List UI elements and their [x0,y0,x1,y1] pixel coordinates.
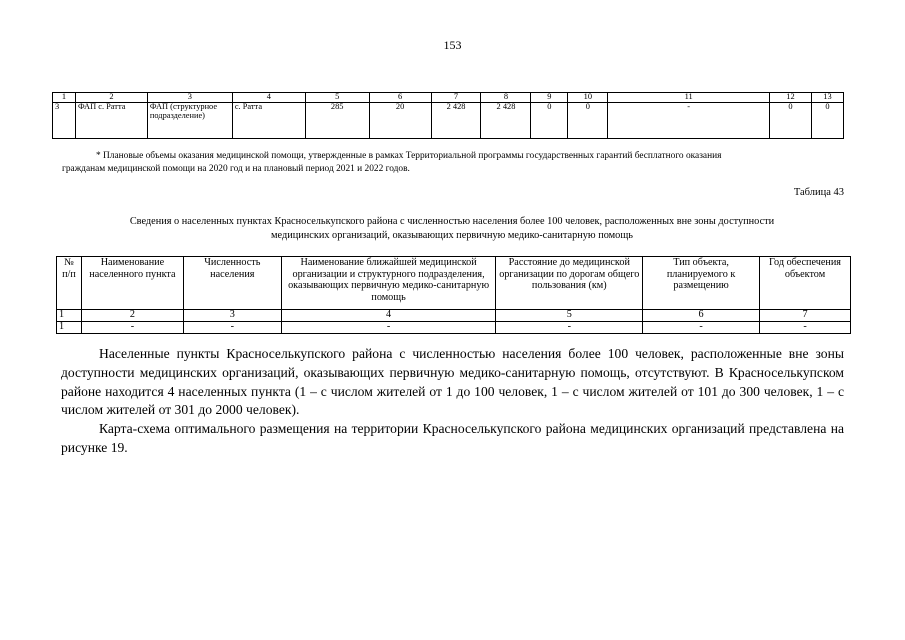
column-number: 4 [232,93,305,103]
caption-line: Сведения о населенных пунктах Красноселькупского района с численностью населения более 100 человек, расположенных вне зоны доступности [129,216,775,227]
table-label: Таблица 43 [793,187,844,198]
table-cell: - [81,322,183,334]
table-header-row [53,93,844,103]
column-number: 7 [760,310,851,322]
table-cell: 0 [568,103,608,139]
table-cell: - [608,103,770,139]
column-number: 11 [608,93,770,103]
column-number-row [57,310,851,322]
column-header: Год обеспечения объектом [760,257,851,310]
table-cell: - [496,322,643,334]
column-number: 1 [53,93,76,103]
caption-line: медицинских организаций, оказывающих первичную медико-санитарную помощь [271,230,633,241]
table-cell: 20 [369,103,431,139]
page-number: 153 [443,38,462,52]
footnote-line: гражданам медицинской помощи на 2020 год и на плановый период 2021 и 2022 годов. [62,164,410,174]
table-row [53,103,844,139]
column-number: 1 [57,310,82,322]
column-number: 2 [81,310,183,322]
table-cell: 0 [531,103,568,139]
column-number: 3 [147,93,232,103]
table-header-row [57,257,851,310]
column-number: 10 [568,93,608,103]
column-number: 13 [811,93,843,103]
facility-name: ФАП с. Ратта [75,103,147,139]
settlements-table [56,256,851,334]
facility-type: ФАП (структурное подразделение) [147,103,232,139]
paragraph: Карта-схема оптимального размещения на территории Красноселькупского района медицинских организаций представлена на рисунке 19. [61,421,844,455]
table-cell: 2 428 [431,103,481,139]
column-number: 5 [496,310,643,322]
column-number: 6 [643,310,760,322]
table-cell: 2 428 [481,103,531,139]
table-cell: 1 [57,322,82,334]
column-header: Расстояние до медицинской организации по дорогам общего пользования (км) [496,257,643,310]
footnote-line: * Плановые объемы оказания медицинской помощи, утвержденные в рамках Территориальной программы государственных гарантий бесплатного оказания [96,151,722,161]
column-number: 3 [183,310,281,322]
column-header: Численность населения [183,257,281,310]
table-cell: - [760,322,851,334]
column-number: 7 [431,93,481,103]
column-number: 9 [531,93,568,103]
table-caption [52,215,852,243]
table-cell: - [643,322,760,334]
column-number: 4 [281,310,496,322]
column-header: Наименование населенного пункта [81,257,183,310]
column-number: 2 [75,93,147,103]
column-number: 12 [770,93,812,103]
table-cell: - [183,322,281,334]
column-number: 5 [305,93,369,103]
column-header: Наименование ближайшей медицинской организации и структурного подразделения, оказывающих первичную медико-санитарную помощь [281,257,496,310]
table-cell: 0 [811,103,843,139]
table-cell: 0 [770,103,812,139]
table-cell: 285 [305,103,369,139]
table-row [57,322,851,334]
paragraph: Населенные пункты Красноселькупского района с численностью населения более 100 человек, расположенные вне зоны доступности медицинских организаций, оказывающих первичную медико-санитарную помощь, отсутствуют. В Красноселькупском районе находится 4 населенных пункта (1 – с числом жителей от 1 до 100 человек, 1 – с числом жителей от 101 до 300 человек, 1 – с числом жителей от 301 до 2000 человек). [61,346,844,418]
body-text [61,345,844,458]
column-header: № п/п [57,257,82,310]
row-index: 3 [53,103,76,139]
column-number: 6 [369,93,431,103]
settlement: с. Ратта [232,103,305,139]
column-header: Тип объекта, планируемого к размещению [643,257,760,310]
table-cell: - [281,322,496,334]
column-number: 8 [481,93,531,103]
footnote [62,150,844,176]
facility-table [52,92,844,139]
